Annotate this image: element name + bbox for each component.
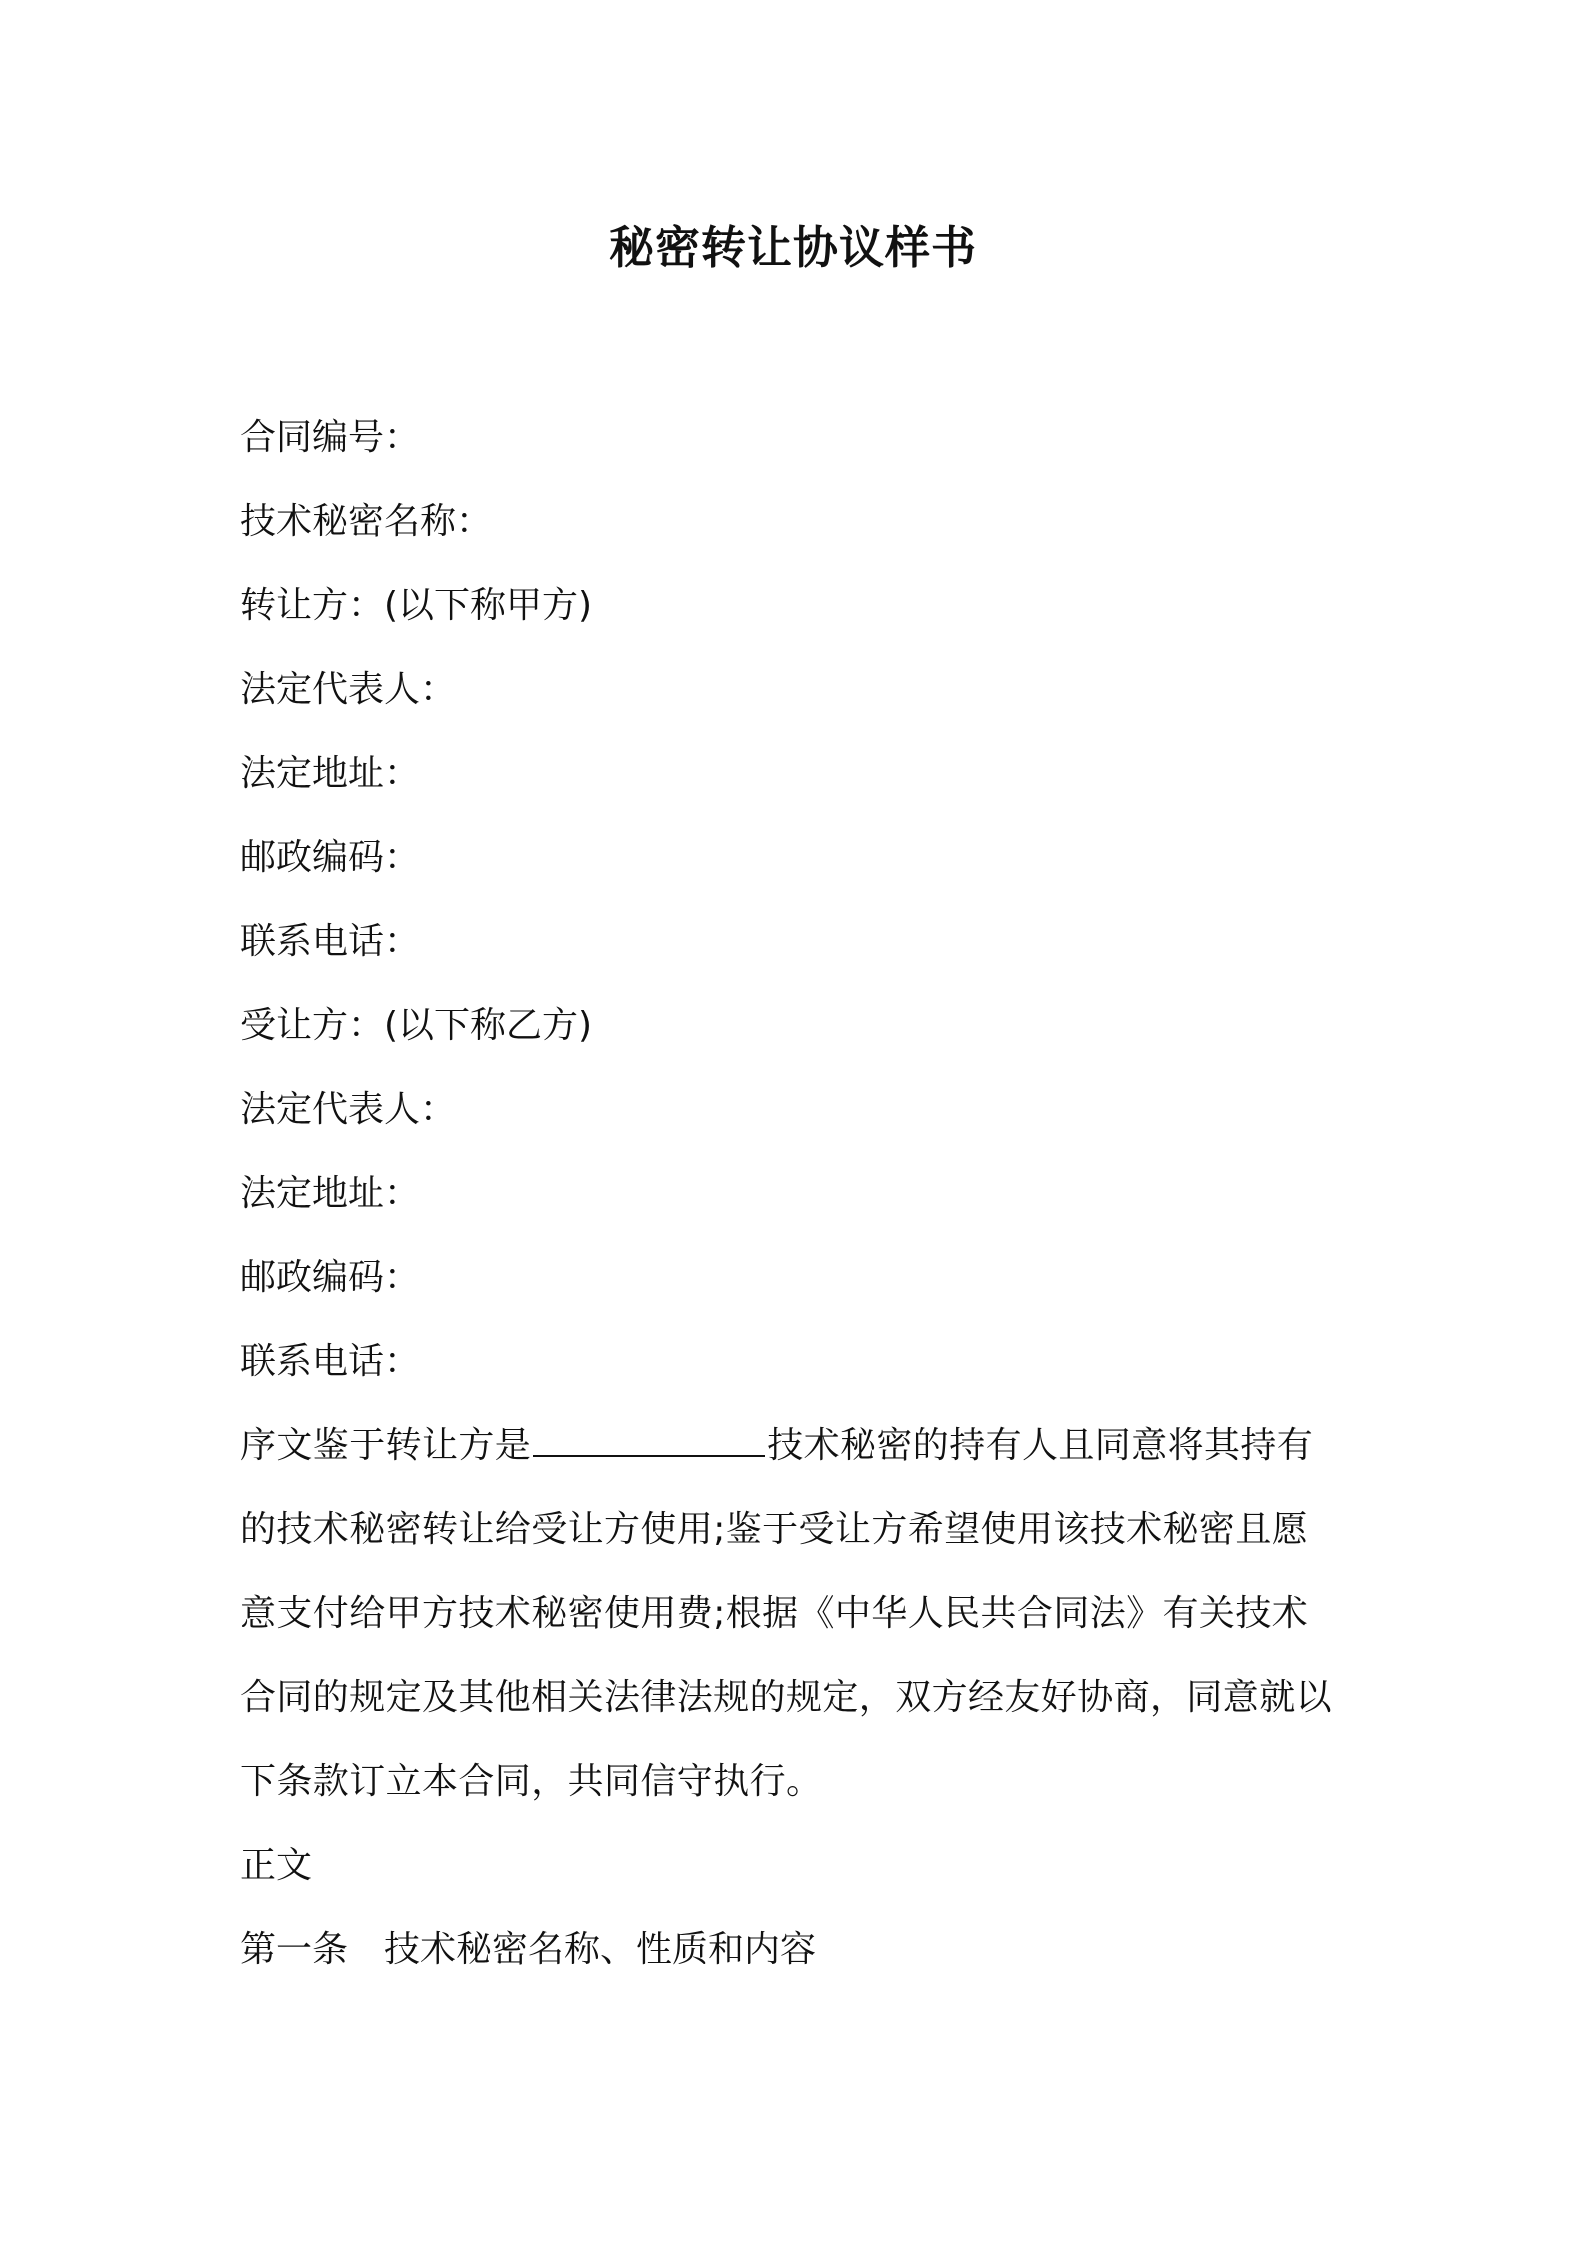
- preamble-line-5: 下条款订立本合同，共同信守执行。: [240, 1761, 823, 1802]
- field-contract-number: 合同编号：: [240, 417, 421, 458]
- document-title: 秘密转让协议样书: [608, 221, 977, 274]
- field-transferee-legal-address: 法定地址：: [240, 1173, 421, 1214]
- field-transferee: 受让方：(以下称乙方): [240, 1005, 593, 1046]
- fill-in-blank: [533, 1425, 765, 1457]
- field-transferor-legal-address: 法定地址：: [240, 753, 421, 794]
- preamble-text-before-blank: 序文鉴于转让方是: [240, 1425, 532, 1466]
- field-transferor-postal-code: 邮政编码：: [240, 837, 421, 878]
- preamble-line-2: 的技术秘密转让给受让方使用;鉴于受让方希望使用该技术秘密且愿: [240, 1509, 1309, 1550]
- body-heading: 正文: [240, 1845, 313, 1886]
- field-transferor: 转让方：(以下称甲方): [240, 585, 593, 626]
- field-transferee-phone: 联系电话：: [240, 1341, 421, 1382]
- field-technology-secret-name: 技术秘密名称：: [240, 501, 493, 542]
- article-one-heading: 第一条 技术秘密名称、性质和内容: [240, 1929, 817, 1970]
- document-body: [240, 396, 1360, 1992]
- field-transferor-legal-representative: 法定代表人：: [240, 669, 457, 710]
- field-transferee-postal-code: 邮政编码：: [240, 1257, 421, 1298]
- preamble-line-3: 意支付给甲方技术秘密使用费;根据《中华人民共合同法》有关技术: [240, 1593, 1309, 1634]
- preamble-text-after-blank: 技术秘密的持有人且同意将其持有: [767, 1425, 1314, 1466]
- field-transferee-legal-representative: 法定代表人：: [240, 1089, 457, 1130]
- preamble-line-4: 合同的规定及其他相关法律法规的规定，双方经友好协商，同意就以: [240, 1677, 1333, 1718]
- preamble-line-1: [240, 1404, 1360, 1488]
- field-transferor-phone: 联系电话：: [240, 921, 421, 962]
